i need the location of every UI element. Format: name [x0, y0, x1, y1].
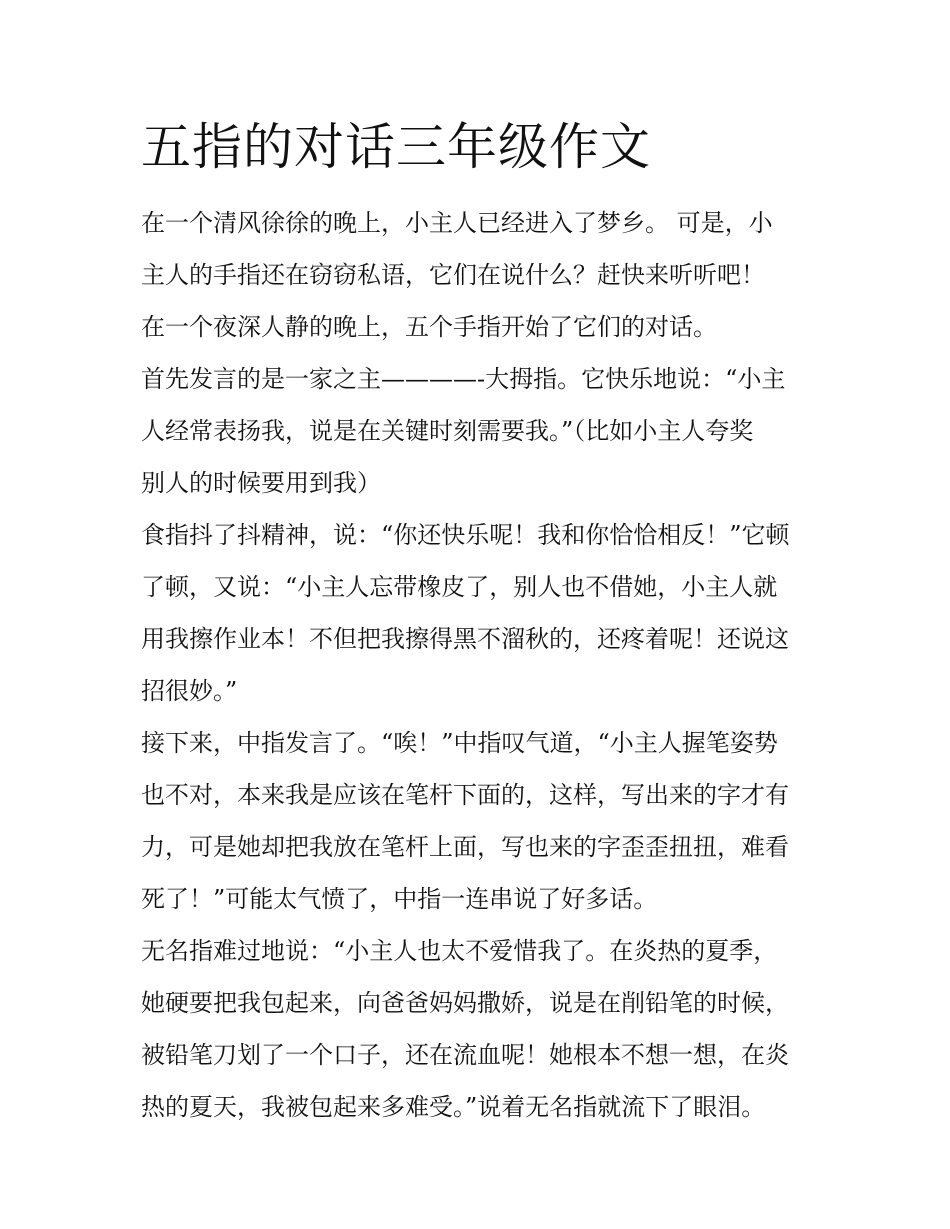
document-body: [141, 197, 821, 1133]
text-line: 用我擦作业本！不但把我擦得黑不溜秋的，还疼着呢！还说这: [141, 625, 789, 653]
text-line: 在一个夜深人静的晚上，五个手指开始了它们的对话。: [141, 313, 717, 341]
document-title: 五指的对话三年级作文: [141, 118, 651, 176]
text-line: 热的夏天，我被包起来多难受。”说着无名指就流下了眼泪。: [141, 1093, 766, 1121]
text-line: 无名指难过地说：“小主人也太不爱惜我了。在炎热的夏季，: [141, 937, 778, 965]
text-line: 力，可是她却把我放在笔杆上面，写也来的字歪歪扭扭，难看: [141, 833, 789, 861]
text-line: 食指抖了抖精神，说：“你还快乐呢！我和你恰恰相反！”它顿: [141, 521, 790, 549]
text-line: 接下来，中指发言了。“唉！”中指叹气道，“小主人握笔姿势: [141, 729, 778, 757]
text-line: 她硬要把我包起来，向爸爸妈妈撒娇，说是在削铅笔的时候，: [141, 989, 789, 1017]
text-line: 被铅笔刀划了一个口子，还在流血呢！她根本不想一想，在炎: [141, 1041, 789, 1069]
text-line: 招很妙。”: [141, 677, 238, 705]
text-line: 在一个清风徐徐的晚上，小主人已经进入了梦乡。 可是，小: [141, 209, 773, 237]
text-line: 别人的时候要用到我）: [141, 469, 381, 497]
text-line: 死了！”可能太气愤了，中指一连串说了好多话。: [141, 885, 658, 913]
text-line: 首先发言的是一家之主————-大拇指。它快乐地说：“小主: [141, 365, 786, 393]
text-line: 主人的手指还在窃窃私语，它们在说什么？赶快来听听吧！: [141, 261, 765, 289]
text-line: 人经常表扬我，说是在关键时刻需要我。”（比如小主人夸奖: [141, 417, 754, 445]
text-line: 了顿，又说：“小主人忘带橡皮了，别人也不借她，小主人就: [141, 573, 778, 601]
text-line: 也不对，本来我是应该在笔杆下面的，这样，写出来的字才有: [141, 781, 789, 809]
